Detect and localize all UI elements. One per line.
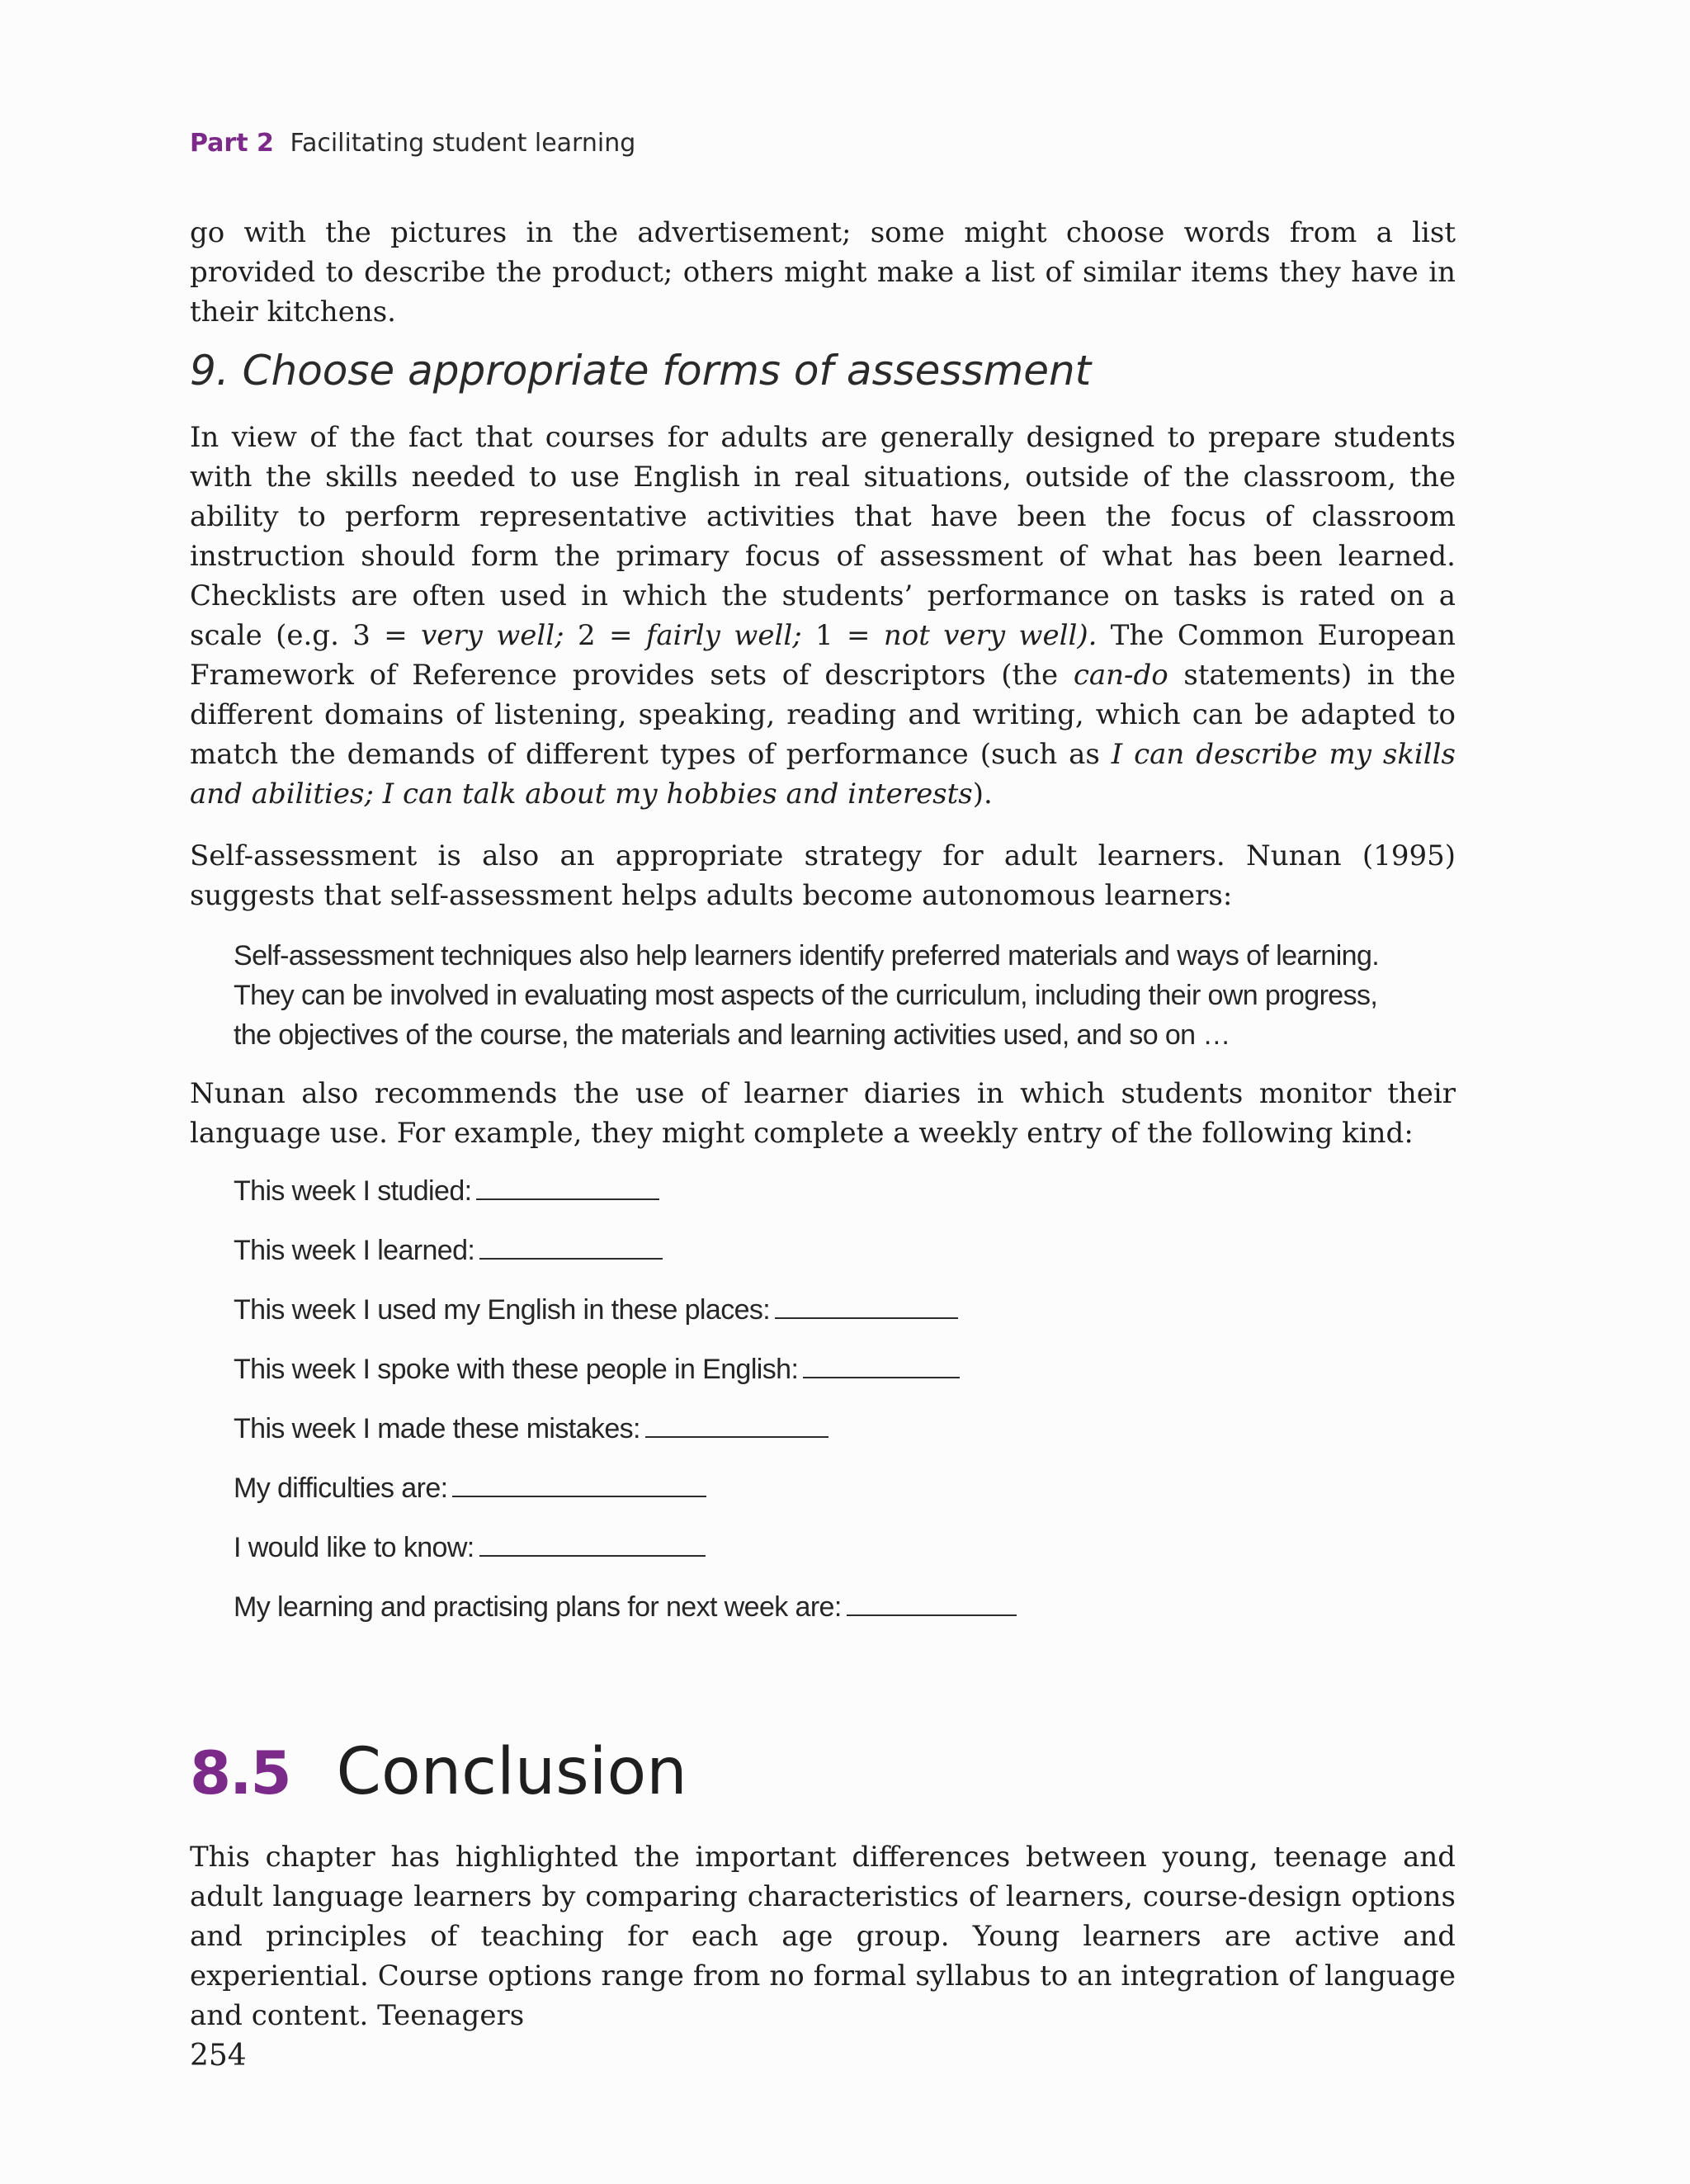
italic-run: very well; <box>421 619 564 652</box>
text-run: In view of the fact that courses for adults are generally designed to prepare students with the skills needed to use English in real situations, outside of the classroom, the ability to perform representative activities that have been the focus of classroom instruction should form the primary focus of assessment of what has been learned. Checklists are often used in which the students’ performance on tasks is rated on a scale (e.g. 3 = <box>190 421 1456 652</box>
diary-prompt: My learning and practising plans for next week are: <box>234 1591 842 1623</box>
fill-in-blank <box>479 1230 663 1260</box>
running-head <box>190 129 635 158</box>
conclusion-heading <box>190 1735 687 1809</box>
section-heading: 9. Choose appropriate forms of assessment <box>190 347 1092 395</box>
section-number: 8.5 <box>190 1738 290 1808</box>
diary-prompt: This week I made these mistakes: <box>234 1413 640 1444</box>
diary-prompt: This week I studied: <box>234 1175 472 1207</box>
diary-intro-paragraph: Nunan also recommends the use of learner diaries in which students monitor their language use. For example, they might complete a weekly entry of the following kind: <box>190 1077 1456 1150</box>
italic-run: not very well). <box>883 619 1098 652</box>
italic-run: can-do <box>1073 659 1168 692</box>
fill-in-blank <box>803 1349 960 1378</box>
diary-prompt: This week I used my English in these places: <box>234 1294 771 1326</box>
diary-item <box>234 1349 1017 1408</box>
text-run: statements) in the different domains of listening, speaking, reading and writing, which can be adapted to match the demands of different types of performance (such as <box>190 659 1456 771</box>
diary-prompt: My difficulties are: <box>234 1473 448 1504</box>
diary-item <box>234 1170 1017 1230</box>
block-quote: Self-assessment techniques also help learners identify preferred materials and ways of learning. They can be involved in evaluating most aspects of the curriculum, including their own progress, the objectives of the course, the materials and learning activities used, and so on … <box>234 940 1380 1051</box>
text-run: ). <box>972 778 993 811</box>
diary-item <box>234 1527 1017 1586</box>
diary-item <box>234 1230 1017 1289</box>
running-head-title: Facilitating student learning <box>290 129 636 158</box>
italic-run: I can describe my skills and abilities; I can talk about my hobbies and interests <box>190 738 1456 811</box>
italic-run: fairly well; <box>645 619 802 652</box>
text-run: 1 = <box>801 619 884 652</box>
diary-item <box>234 1586 1017 1646</box>
diary-prompt: This week I spoke with these people in English: <box>234 1354 799 1385</box>
conclusion-paragraph: This chapter has highlighted the important differences between young, teenage and adult language learners by comparing characteristics of learners, course-design options and principles of teaching for each age group. Young learners are active and experiential. Course options range from no formal syllabus to an integration of language and content. Teenagers <box>190 1841 1456 2032</box>
text-run: The Common European Framework of Reference provides sets of descriptors (the <box>190 619 1456 692</box>
self-assessment-paragraph: Self-assessment is also an appropriate strategy for adult learners. Nunan (1995) suggests that self-assessment helps adults become autonomous learners: <box>190 839 1456 912</box>
page-number: 254 <box>190 2039 247 2073</box>
diary-prompt: This week I learned: <box>234 1235 475 1266</box>
fill-in-blank <box>775 1289 958 1319</box>
continuation-paragraph: go with the pictures in the advertisement; some might choose words from a list provided to describe the product; others might make a list of similar items they have in their kitchens. <box>190 216 1456 329</box>
fill-in-blank <box>452 1468 706 1497</box>
conclusion-title: Conclusion <box>336 1735 687 1809</box>
diary-item <box>234 1408 1017 1468</box>
fill-in-blank <box>476 1170 659 1200</box>
fill-in-blank <box>645 1408 828 1438</box>
fill-in-blank <box>479 1527 706 1557</box>
running-head-part: Part 2 <box>190 129 274 158</box>
diary-item <box>234 1468 1017 1527</box>
fill-in-blank <box>847 1586 1017 1616</box>
diary-item <box>234 1289 1017 1349</box>
diary-list <box>234 1170 1017 1646</box>
diary-prompt: I would like to know: <box>234 1532 474 1563</box>
text-run: 2 = <box>564 619 646 652</box>
assessment-paragraph <box>190 418 1456 814</box>
